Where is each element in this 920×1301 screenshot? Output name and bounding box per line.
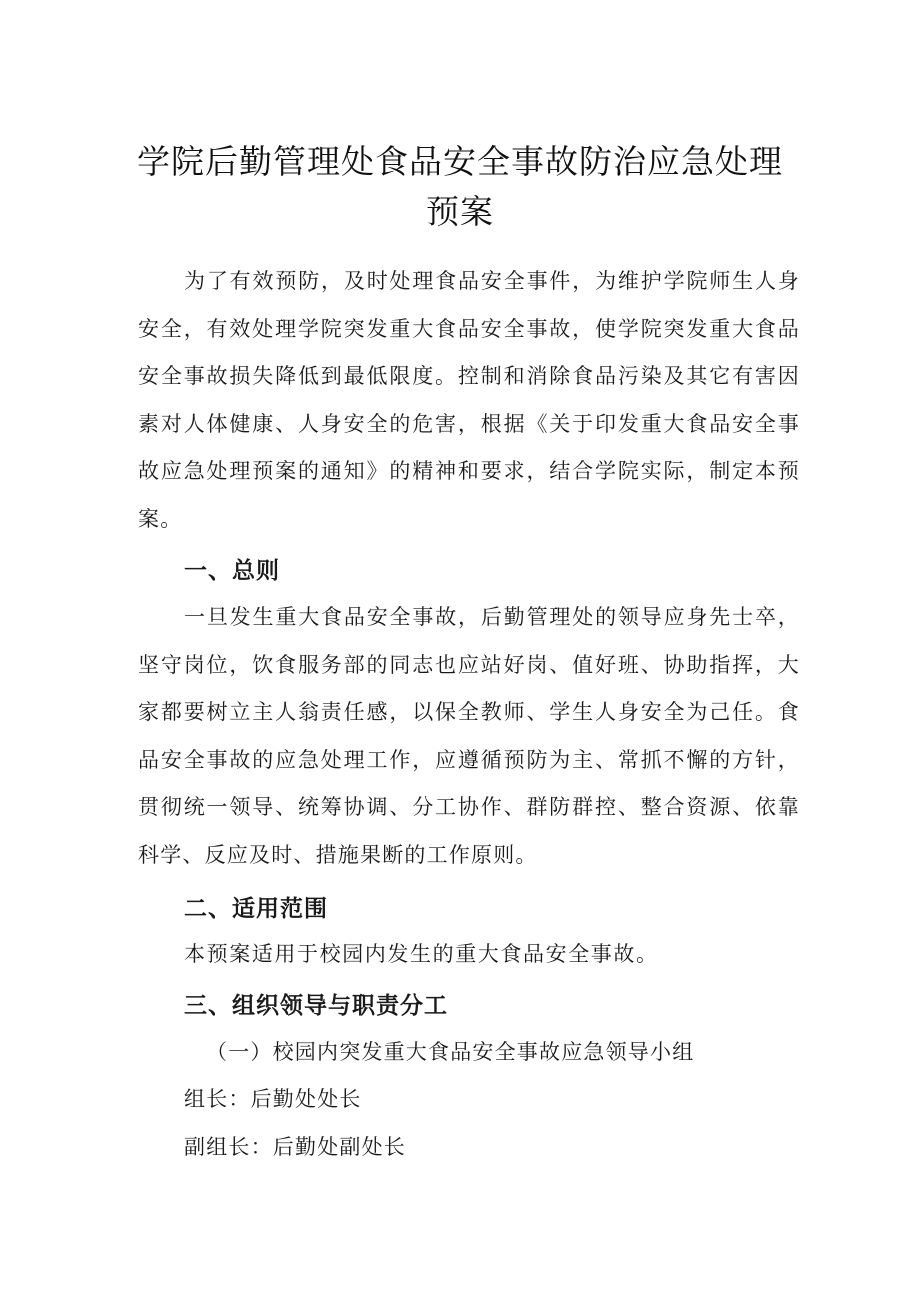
document-title-line2: 预案: [426, 192, 494, 231]
deputy-leader-line: 副组长：后勤处副处长: [184, 1135, 406, 1159]
group-leader-line: 组长：后勤处处长: [184, 1087, 362, 1111]
document-title-line1: 学院后勤管理处食品安全事故防治应急处理: [137, 142, 783, 181]
organization-subheading: （一）校园内突发重大食品安全事故应急领导小组: [206, 1040, 695, 1064]
section-general-body: 一旦发生重大食品安全事故，后勤管理处的领导应身先士卒，坚守岗位，饮食服务部的同志也应站好岗、值好班、协助指挥，大家都要树立主人翁责任感，以保全教师、学生人身安全为己任。食品安全事故的应急处理工作，应遵循预防为主、常抓不懈的方针，贯彻统一领导、统筹协调、分工协作、群防群控、整合资源、依靠科学、反应及时、措施果断的工作原则。: [138, 605, 800, 867]
section-scope-body: 本预案适用于校园内发生的重大食品安全事故。: [184, 942, 659, 966]
section-organization-heading: 三、组织领导与职责分工: [184, 993, 448, 1019]
intro-paragraph: 为了有效预防，及时处理食品安全事件，为维护学院师生人身安全，有效处理学院突发重大食品安全事故，使学院突发重大食品安全事故损失降低到最低限度。控制和消除食品污染及其它有害因素对人体健康、人身安全的危害，根据《关于印发重大食品安全事故应急处理预案的通知》的精神和要求，结合学院实际，制定本预案。: [138, 269, 800, 531]
section-scope-heading: 二、适用范围: [184, 896, 328, 922]
section-general-heading: 一、总则: [184, 558, 280, 584]
